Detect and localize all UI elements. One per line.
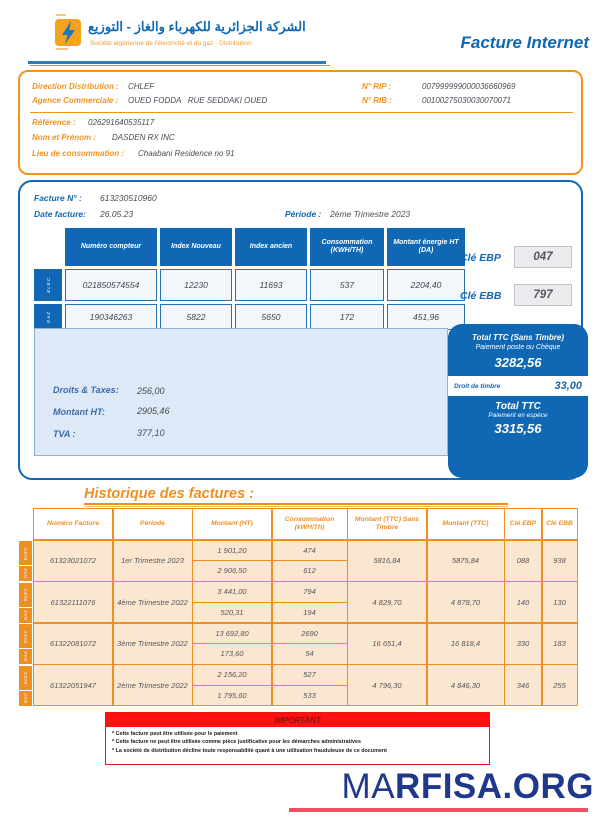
history-header-ebb: Clé EBB [543,509,577,539]
meter-table-corner [34,228,62,266]
important-notice-box [105,712,490,765]
company-name-arabic: الشركة الجزائرية للكهرباء والغاز - التوزيع [88,19,306,34]
elec-row-tag: ELEC [19,583,32,607]
cle-ebp-value: 047 [514,246,572,268]
history-row-ttc: 4 846,30 [428,665,504,705]
meter-gaz-index-new: 5822 [160,304,232,330]
history-title: Historique des factures : [84,486,255,502]
meter-elec-index-old: 11693 [235,269,307,301]
cle-ebb-value: 797 [514,284,572,306]
history-row-numero: 61322081072 [34,624,112,664]
important-body [106,727,489,758]
nom-value: DASDEN RX INC [112,133,175,142]
history-row-ebb: 130 [543,582,577,622]
history-row-conso: 794 194 [273,582,347,622]
direction-label: Direction Distribution : [32,82,119,91]
history-title-underline [84,503,508,505]
history-row-numero: 61323021072 [34,541,112,581]
history-title-underline-light [84,506,508,507]
brand-underline [289,808,588,812]
meter-elec-conso: 537 [310,269,384,301]
gaz-row-tag: GAZ [19,566,32,581]
history-row-montant-ht: 2 156,20 1 795,60 [193,665,271,705]
meter-gaz-compteur: 190346263 [65,304,157,330]
invoice-box [18,180,583,480]
customer-box-divider [30,112,573,113]
important-line-2: * Cette facture ne peut être utilisée comme pièce justificative pour les démarches administratives [112,739,361,746]
rib-label: N° RIB : [362,96,392,105]
rip-value: 007999999000036660969 [422,82,516,91]
header-divider-light [30,65,330,66]
total-sans-timbre-subtitle: Paiement poste ou Chèque [475,344,561,351]
invoice-number-value: 613230510960 [100,193,157,203]
important-line-1: * Cette facture peut être utilisée pour le paiement [112,731,238,737]
stamp-duty-label: Droit de timbre [454,382,501,390]
total-ttc-subtitle: Paiement en espèce [488,412,548,419]
meter-header-index-old: Index ancien [235,228,307,266]
lieu-value: Chaabani Residence no 91 [138,149,235,158]
history-row-numero: 61322051947 [34,665,112,705]
meter-gaz-montant: 451,96 [387,304,465,330]
history-row-ttc: 16 818,4 [428,624,504,664]
history-strip-row [19,583,32,623]
history-row-ebp: 346 [505,665,541,705]
history-row-periode: 1er Trimestre 2023 [114,541,192,581]
gaz-row-tag: GAZ [19,608,32,623]
history-header-numero: Numéro Facture [34,509,112,539]
history-row-periode: 3ème Trimestre 2022 [114,624,192,664]
total-box [448,324,588,478]
history-row-ebb: 183 [543,624,577,664]
meter-gaz-index-old: 5650 [235,304,307,330]
reference-value: 026291640535117 [88,118,155,127]
elec-row-tag: ELEC [19,541,32,565]
header-divider [28,61,326,64]
droits-taxes-value: 256,00 [137,386,165,396]
history-row-ebb: 255 [543,665,577,705]
invoice-number-label: Facture N° : [34,193,82,203]
meter-elec-montant: 2204,40 [387,269,465,301]
history-row-ebp: 140 [505,582,541,622]
droits-taxes-label: Droits & Taxes: [53,385,119,395]
history-row-conso: 527 533 [273,665,347,705]
history-strip-row [19,666,32,706]
history-header-periode: Période [114,509,192,539]
tva-label: TVA : [53,429,76,439]
brand-suffix: RFISA.ORG [395,767,594,806]
history-header-ttc-sans: Montant (TTC) Sans Timbre [348,509,426,539]
history-row-ebp: 088 [505,541,541,581]
document-title: Facture Internet [460,33,589,52]
montant-ht-label: Montant HT: [53,407,105,417]
lieu-label: Lieu de consommation : [32,149,125,158]
marfisa-brand-link[interactable] [342,767,594,807]
history-row-numero: 61322111076 [34,582,112,622]
total-ttc-title: Total TTC [495,401,541,412]
cle-ebb-label: Clé EBB [460,290,502,302]
meter-table [34,228,465,330]
company-logo-icon [54,14,82,54]
direction-value: CHLEF [128,82,155,91]
history-row-conso: 474 612 [273,541,347,581]
brand-prefix: MA [341,767,396,806]
history-table [33,508,578,706]
history-row-ttc-sans: 5816,84 [348,541,426,581]
total-ttc-amount: 3315,56 [494,421,542,436]
history-row-periode: 4ème Trimestre 2022 [114,582,192,622]
meter-row-label-gaz: GAZ [34,304,62,330]
periode-value: 2ème Trimestre 2023 [330,209,411,219]
meter-header-compteur: Numéro compteur [65,228,157,266]
meter-gaz-conso: 172 [310,304,384,330]
elec-row-tag: ELEC [19,666,32,690]
history-row-montant-ht: 1 901,20 2 906,50 [193,541,271,581]
nom-label: Nom et Prénom : [32,133,97,142]
history-row-periode: 2ème Trimestre 2022 [114,665,192,705]
history-row-ttc: 5875,84 [428,541,504,581]
tva-value: 377,10 [137,428,165,438]
meter-header-conso: Consommation (KWH/TH) [310,228,384,266]
history-row-ttc-sans: 4 829,70 [348,582,426,622]
invoice-date-label: Date facture: [34,209,86,219]
history-strip-row [19,624,32,664]
stamp-duty-value: 33,00 [554,380,582,392]
total-sans-timbre-amount: 3282,56 [494,355,542,370]
rip-label: N° RIP : [362,82,392,91]
elec-row-tag: ELEC [19,624,32,648]
taxes-panel [34,328,448,456]
history-row-ttc-sans: 4 796,30 [348,665,426,705]
gaz-row-tag: GAZ [19,649,32,664]
important-title: IMPORTANT [106,713,489,727]
agence-value: OUED FODDA RUE SEDDAKI OUED [128,96,268,105]
history-row-montant-ht: 3 441,00 520,31 [193,582,271,622]
history-header-ebp: Clé EBP [505,509,541,539]
history-header-ttc: Montant (TTC) [428,509,504,539]
history-row-ttc: 4 878,70 [428,582,504,622]
meter-elec-index-new: 12230 [160,269,232,301]
reference-label: Référence : [32,118,76,127]
meter-elec-compteur: 021850574554 [65,269,157,301]
rib-value: 00100275030030070071 [422,96,511,105]
important-line-3: * La société de distribution décline toute responsabilité quant à une utilisation frauduleuse de ce document [112,747,387,754]
history-row-ebp: 330 [505,624,541,664]
history-header-conso: Consommation (kWH/Th) [273,509,347,539]
history-strip-row [19,541,32,581]
periode-label: Période : [285,209,322,219]
history-row-montant-ht: 13 692,80 173,60 [193,624,271,664]
customer-info-box [18,70,583,175]
history-header-montant-ht: Montant (HT) [193,509,271,539]
gaz-row-tag: GAZ [19,691,32,706]
company-name-french: Société algérienne de l'électricité et du gaz - Distribution [90,40,252,47]
meter-header-index-new: Index Nouveau [160,228,232,266]
stamp-duty-band [448,376,588,396]
history-row-ttc-sans: 16 651,4 [348,624,426,664]
history-row-conso: 2690 54 [273,624,347,664]
meter-header-montant: Montant énergie HT (DA) [387,228,465,266]
invoice-date-value: 26.05.23 [100,209,134,219]
montant-ht-value: 2905,46 [137,406,170,416]
cle-ebp-label: Clé EBP [460,252,501,264]
meter-row-label-elec: ELEC [34,269,62,301]
total-sans-timbre-title: Total TTC (Sans Timbre) [471,333,564,342]
history-row-ebb: 938 [543,541,577,581]
agence-label: Agence Commerciale : [32,96,119,105]
